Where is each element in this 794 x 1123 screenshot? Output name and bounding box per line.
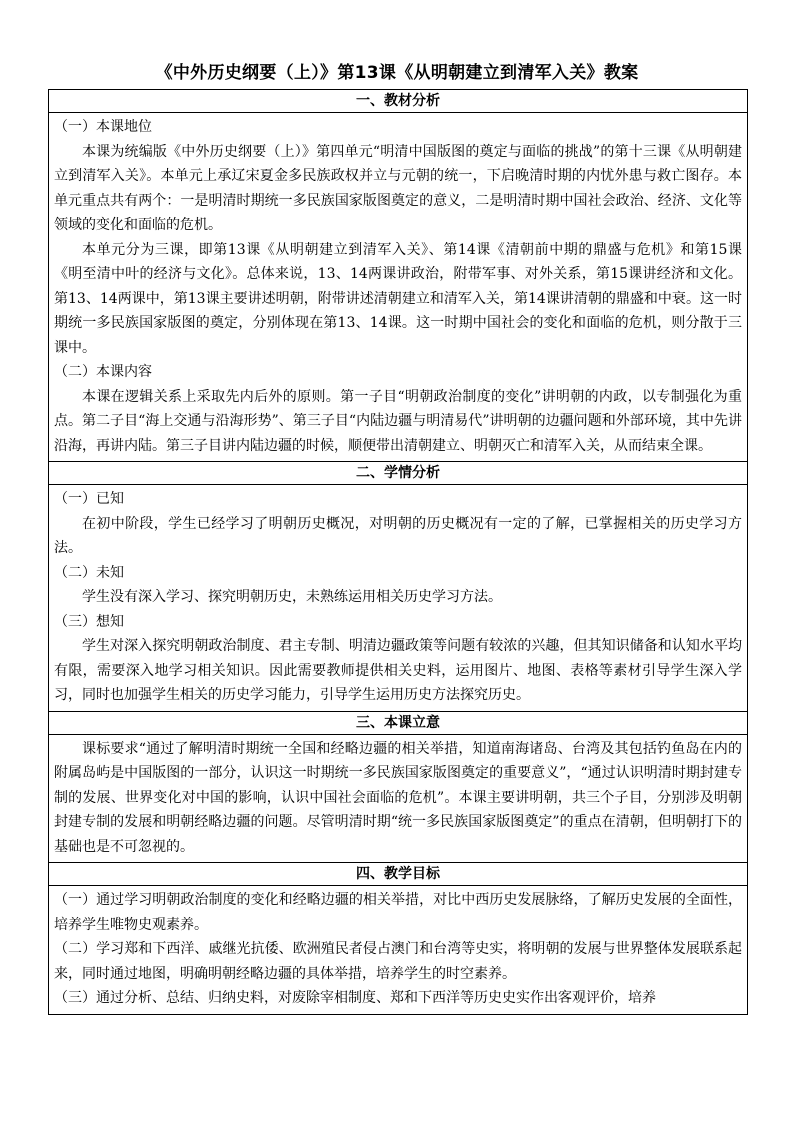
section-body bbox=[49, 113, 748, 462]
document-title: 《中外历史纲要（上）》第13课《从明朝建立到清军入关》教案 bbox=[155, 63, 639, 83]
section-heading-row bbox=[49, 863, 748, 886]
section-heading: 四、教学目标 bbox=[49, 863, 748, 886]
objective-item: （二）学习郑和下西洋、戚继光抗倭、欧洲殖民者侵占澳门和台湾等史实，将明朝的发展与世界整体发展联系起来，同时通过地图，明确明朝经略边疆的具体举措，培养学生的时空素养。 bbox=[54, 941, 742, 982]
paragraph: 学生对深入探究明朝政治制度、君主专制、明清边疆政策等问题有较浓的兴趣，但其知识储备和认知水平均有限，需要深入地学习相关知识。因此需要教师提供相关史料，运用图片、地图、表格等素材引导学生深入学习，同时也加强学生相关的历史学习能力，引导学生运用历史方法探究历史。 bbox=[54, 638, 742, 703]
section-body bbox=[49, 734, 748, 863]
section-heading: 二、学情分析 bbox=[49, 462, 748, 485]
section-body-row bbox=[49, 113, 748, 462]
paragraph: 本课在逻辑关系上采取先内后外的原则。第一子目“明朝政治制度的变化”讲明朝的内政，以专制强化为重点。第二子目“海上交通与沿海形势”、第三子目“内陆边疆与明清易代”讲明朝的边疆问题和外部环境，其中先讲沿海，再讲内陆。第三子目讲内陆边疆的时候，顺便带出清朝建立、明朝灭亡和清军入关，从而结束全课。 bbox=[54, 388, 742, 454]
section-body-row bbox=[49, 485, 748, 712]
subheading: （三）想知 bbox=[54, 613, 124, 630]
section-body bbox=[49, 886, 748, 1015]
lesson-plan-table bbox=[48, 89, 748, 1015]
section-heading-row bbox=[49, 90, 748, 113]
section-body-row bbox=[49, 886, 748, 1015]
objective-item: （一）通过学习明朝政治制度的变化和经略边疆的相关举措，对比中西历史发展脉络，了解历史发展的全面性，培养学生唯物史观素养。 bbox=[54, 892, 742, 933]
section-heading-row bbox=[49, 711, 748, 734]
objective-item: （三）通过分析、总结、归纳史料，对废除宰相制度、郑和下西洋等历史史实作出客观评价，培养 bbox=[54, 990, 656, 1006]
section-heading-row bbox=[49, 462, 748, 485]
paragraph: 课标要求“通过了解明清时期统一全国和经略边疆的相关举措，知道南海诸岛、台湾及其包括钓鱼岛在内的附属岛屿是中国版图的一部分，认识这一时期统一多民族国家版图奠定的重要意义”，“通过认识明清时期封建专制的发展、世界变化对中国的影响，认识中国社会面临的危机”。本课主要讲明朝，共三个子目，分别涉及明朝封建专制的发展和明朝经略边疆的问题。尽管明清时期“统一多民族国家版图奠定”的重点在清朝，但明朝打下的基础也是不可忽视的。 bbox=[54, 740, 742, 855]
section-heading: 一、教材分析 bbox=[49, 90, 748, 113]
section-body bbox=[49, 485, 748, 712]
paragraph: 学生没有深入学习、探究明朝历史，未熟练运用相关历史学习方法。 bbox=[82, 589, 502, 605]
paragraph: 本课为统编版《中外历史纲要（上）》第四单元“明清中国版图的奠定与面临的挑战”的第十三课《从明朝建立到清军入关》。本单元上承辽宋夏金多民族政权并立与元朝的统一，下启晚清时期的内忧外患与救亡图存。本单元重点共有两个：一是明清时期统一多民族国家版图奠定的意义，二是明清时期中国社会政治、经济、文化等领域的变化和面临的危机。 bbox=[54, 143, 742, 233]
subheading: （一）已知 bbox=[54, 491, 124, 507]
subheading: （一）本课地位 bbox=[54, 119, 152, 135]
subheading: （二）未知 bbox=[54, 564, 124, 581]
paragraph: 本单元分为三课，即第13课《从明朝建立到清军入关》、第14课《清朝前中期的鼎盛与危机》和第15课《明至清中叶的经济与文化》。总体来说，13、14两课讲政治，附带军事、对外关系，第15课讲经济和文化。第13、14两课中，第13课主要讲述明朝，附带讲述清朝建立和清军入关，第14课讲清朝的鼎盛和中衰。这一时期统一多民族国家版图的奠定，分别体现在第13、14课。这一时期中国社会的变化和面临的危机，则分散于三课中。 bbox=[54, 241, 742, 356]
section-body-row bbox=[49, 734, 748, 863]
paragraph: 在初中阶段，学生已经学习了明朝历史概况，对明朝的历史概况有一定的了解，已掌握相关的历史学习方法。 bbox=[54, 515, 742, 556]
subheading: （二）本课内容 bbox=[54, 364, 152, 380]
section-heading: 三、本课立意 bbox=[49, 711, 748, 734]
